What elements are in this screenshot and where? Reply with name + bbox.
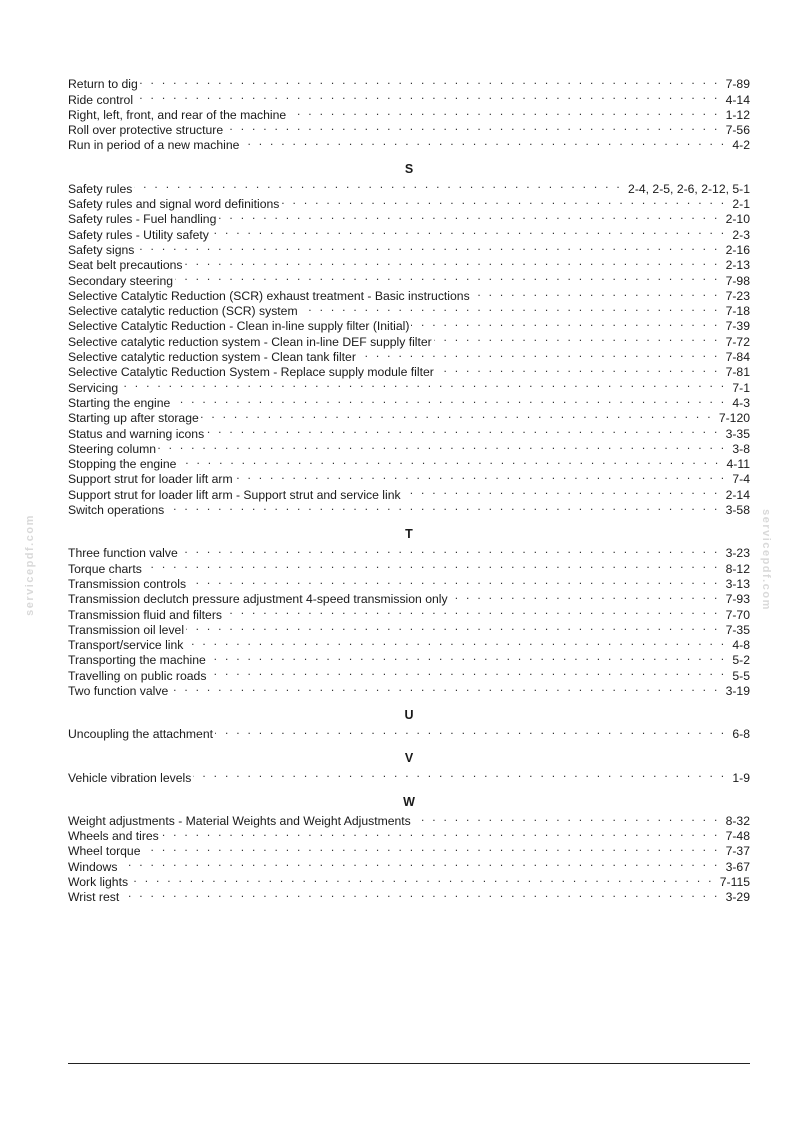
dot-leader	[130, 871, 714, 886]
index-entry[interactable]	[68, 104, 750, 122]
entry-page-numbers: 1-12	[725, 107, 750, 122]
entry-title: Secondary steering	[68, 273, 174, 288]
index-entry[interactable]	[68, 573, 750, 591]
index-entry[interactable]	[68, 73, 750, 92]
entry-title: Uncoupling the attachment	[68, 727, 213, 742]
dot-leader	[241, 134, 726, 149]
dot-leader	[300, 300, 720, 315]
entry-page-numbers: 2-10	[725, 212, 750, 227]
dot-leader	[434, 330, 720, 345]
index-entry[interactable]	[68, 177, 750, 196]
dot-leader	[215, 723, 726, 738]
section-letter-heading: W	[403, 794, 415, 809]
entry-page-numbers: 3-13	[725, 576, 750, 591]
entry-page-numbers: 2-4, 2-5, 2-6, 2-12, 5-1	[628, 181, 750, 196]
section-letter-heading: T	[405, 527, 413, 542]
index-entry[interactable]	[68, 723, 750, 742]
dot-leader	[135, 88, 720, 103]
entry-page-numbers: 3-29	[725, 890, 750, 905]
index-entry[interactable]	[68, 254, 750, 273]
index-section	[68, 527, 750, 698]
index-section	[68, 751, 750, 785]
entry-page-numbers: 7-81	[725, 365, 750, 380]
entry-page-numbers: 4-11	[726, 457, 750, 472]
entry-page-numbers: 1-9	[732, 770, 750, 785]
entry-page-numbers: 7-120	[718, 411, 750, 426]
entry-title: Starting up after storage	[68, 411, 199, 426]
entry-title: Ride control	[68, 92, 134, 107]
dot-leader	[161, 825, 720, 840]
entry-title: Transmission declutch pressure adjustment 4-speed transmission only	[68, 592, 448, 607]
dot-leader	[225, 119, 719, 134]
entry-page-numbers: 7-4	[732, 472, 750, 487]
dot-leader	[121, 886, 719, 901]
entry-title: Three function valve	[68, 546, 178, 561]
index-entry[interactable]	[68, 542, 750, 561]
dot-leader	[136, 239, 719, 254]
entry-title: Steering column	[68, 441, 157, 456]
entry-title: Torque charts	[68, 561, 142, 576]
index-entry[interactable]	[68, 680, 750, 698]
entry-title: Work lights	[68, 875, 129, 890]
entry-page-numbers: 2-14	[725, 487, 750, 502]
entry-page-numbers: 4-8	[732, 638, 750, 653]
entry-page-numbers: 3-19	[725, 683, 750, 698]
dot-leader	[188, 573, 720, 588]
dot-leader	[134, 177, 622, 192]
entry-title: Switch operations	[68, 503, 165, 518]
entry-page-numbers: 7-115	[719, 875, 750, 890]
dot-leader	[235, 468, 727, 483]
dot-leader	[411, 315, 719, 330]
dot-leader	[172, 392, 726, 407]
entry-page-numbers: 2-16	[725, 242, 750, 257]
dot-leader	[206, 422, 719, 437]
entry-page-numbers: 3-58	[725, 503, 750, 518]
entry-page-numbers: 7-89	[725, 77, 750, 92]
entry-title: Travelling on public roads	[68, 668, 207, 683]
index-entry[interactable]	[68, 239, 750, 257]
index-entry[interactable]	[68, 499, 750, 518]
dot-leader	[170, 680, 719, 695]
entry-page-numbers: 3-35	[725, 426, 750, 441]
entry-page-numbers: 8-32	[725, 813, 750, 828]
index-entry[interactable]	[68, 392, 750, 410]
index-entry[interactable]	[68, 840, 750, 859]
section-letter-heading: S	[404, 162, 414, 177]
entry-page-numbers: 8-12	[725, 561, 750, 576]
dot-leader	[211, 223, 726, 238]
entry-page-numbers: 2-13	[725, 258, 750, 273]
entry-page-numbers: 3-23	[725, 546, 750, 561]
dot-leader	[143, 840, 720, 855]
entry-title: Seat belt precautions	[68, 258, 183, 273]
dot-leader	[224, 603, 720, 618]
entry-title: Starting the engine	[68, 395, 171, 410]
entry-page-numbers: 7-70	[725, 607, 750, 622]
footer-rule	[68, 1063, 750, 1064]
entry-title: Selective catalytic reduction (SCR) system	[68, 304, 298, 319]
entry-title: Transporting the machine	[68, 653, 206, 668]
dot-leader	[186, 619, 720, 634]
entry-page-numbers: 7-98	[725, 273, 750, 288]
index-section	[68, 162, 750, 518]
entry-title: Weight adjustments - Material Weights and Weight Adjustments	[68, 813, 411, 828]
entry-title: Status and warning icons	[68, 426, 205, 441]
entry-title: Right, left, front, and rear of the machine	[68, 107, 287, 122]
entry-page-numbers: 5-2	[732, 653, 750, 668]
dot-leader	[358, 346, 720, 361]
index-entry[interactable]	[68, 88, 750, 107]
entry-title: Transmission fluid and filters	[68, 607, 222, 622]
section-letter-heading: U	[404, 707, 414, 722]
index-entry[interactable]	[68, 376, 750, 395]
index-section	[68, 794, 750, 905]
entry-page-numbers: 7-93	[725, 592, 750, 607]
index-section	[68, 707, 750, 742]
entry-page-numbers: 3-8	[732, 441, 750, 456]
index-entry[interactable]	[68, 766, 750, 785]
dot-leader	[144, 557, 720, 572]
entry-title: Transport/service link	[68, 638, 184, 653]
entry-title: Selective catalytic reduction system - Clean tank filter	[68, 350, 356, 365]
dot-leader	[450, 588, 720, 603]
dot-leader	[208, 649, 727, 664]
index-entry[interactable]	[68, 453, 750, 472]
watermark-left: servicepdf.com	[24, 514, 36, 616]
entry-title: Stopping the engine	[68, 457, 177, 472]
dot-leader	[119, 855, 719, 870]
entry-title: Roll over protective structure	[68, 123, 224, 138]
dot-leader	[288, 104, 719, 119]
index-entry[interactable]	[68, 886, 750, 905]
index-entry[interactable]	[68, 825, 750, 844]
entry-page-numbers: 7-37	[725, 844, 750, 859]
dot-leader	[185, 254, 720, 269]
entry-page-numbers: 6-8	[732, 727, 750, 742]
entry-title: Wheels and tires	[68, 829, 159, 844]
entry-title: Vehicle vibration levels	[68, 770, 192, 785]
entry-title: Return to dig	[68, 77, 138, 92]
dot-leader	[178, 453, 720, 468]
entry-page-numbers: 7-48	[725, 829, 750, 844]
dot-leader	[180, 542, 720, 557]
entry-title: Selective Catalytic Reduction System - Replace supply module filter	[68, 365, 434, 380]
entry-title: Windows	[68, 859, 118, 874]
entry-page-numbers: 7-84	[725, 350, 750, 365]
section-letter-heading: V	[404, 751, 414, 766]
entry-title: Two function valve	[68, 683, 169, 698]
entry-title: Safety rules - Utility safety	[68, 227, 209, 242]
dot-leader	[218, 208, 719, 223]
entry-title: Wheel torque	[68, 844, 141, 859]
index-entry[interactable]	[68, 855, 750, 874]
dot-leader	[166, 499, 719, 514]
dot-leader	[208, 664, 726, 679]
dot-leader	[185, 634, 726, 649]
dot-leader	[413, 810, 720, 825]
index-entry[interactable]	[68, 810, 750, 828]
entry-title: Selective Catalytic Reduction - Clean in-line supply filter (Initial)	[68, 319, 410, 334]
entry-title: Support strut for loader lift arm - Support strut and service link	[68, 487, 401, 502]
entry-page-numbers: 3-67	[725, 859, 750, 874]
dot-leader	[120, 376, 726, 391]
entry-title: Safety signs	[68, 242, 135, 257]
entry-page-numbers: 7-72	[725, 334, 750, 349]
entry-title: Safety rules	[68, 181, 133, 196]
index-entry[interactable]	[68, 557, 750, 576]
entry-page-numbers: 5-5	[732, 668, 750, 683]
entry-title: Selective Catalytic Reduction (SCR) exhaust treatment - Basic instructions	[68, 288, 470, 303]
index-list	[68, 73, 750, 905]
entry-page-numbers: 4-2	[732, 138, 750, 153]
index-entry[interactable]	[68, 871, 750, 890]
dot-leader	[175, 269, 720, 284]
entry-page-numbers: 7-1	[732, 380, 750, 395]
entry-page-numbers: 2-1	[732, 197, 750, 212]
entry-page-numbers: 7-35	[725, 622, 750, 637]
entry-page-numbers: 2-3	[732, 227, 750, 242]
entry-title: Safety rules - Fuel handling	[68, 212, 217, 227]
index-entry[interactable]	[68, 438, 750, 456]
entry-page-numbers: 7-23	[725, 288, 750, 303]
entry-title: Transmission controls	[68, 576, 187, 591]
index-entry[interactable]	[68, 193, 750, 212]
entry-title: Transmission oil level	[68, 622, 185, 637]
dot-leader	[472, 285, 720, 300]
dot-leader	[201, 407, 713, 422]
entry-title: Run in period of a new machine	[68, 138, 240, 153]
dot-leader	[436, 361, 720, 376]
entry-title: Selective catalytic reduction system - Clean in-line DEF supply filter	[68, 334, 432, 349]
dot-leader	[281, 193, 726, 208]
entry-title: Support strut for loader lift arm	[68, 472, 233, 487]
entry-page-numbers: 7-56	[725, 123, 750, 138]
entry-title: Safety rules and signal word definitions	[68, 197, 280, 212]
index-section	[68, 73, 750, 153]
entry-page-numbers: 7-39	[725, 319, 750, 334]
entry-page-numbers: 4-14	[725, 92, 750, 107]
entry-title: Wrist rest	[68, 890, 120, 905]
entry-page-numbers: 4-3	[732, 395, 750, 410]
dot-leader	[140, 73, 720, 88]
dot-leader	[158, 438, 726, 453]
dot-leader	[193, 766, 726, 781]
entry-page-numbers: 7-18	[725, 304, 750, 319]
entry-title: Servicing	[68, 380, 119, 395]
dot-leader	[403, 483, 720, 498]
watermark-right: servicepdf.com	[760, 509, 772, 611]
